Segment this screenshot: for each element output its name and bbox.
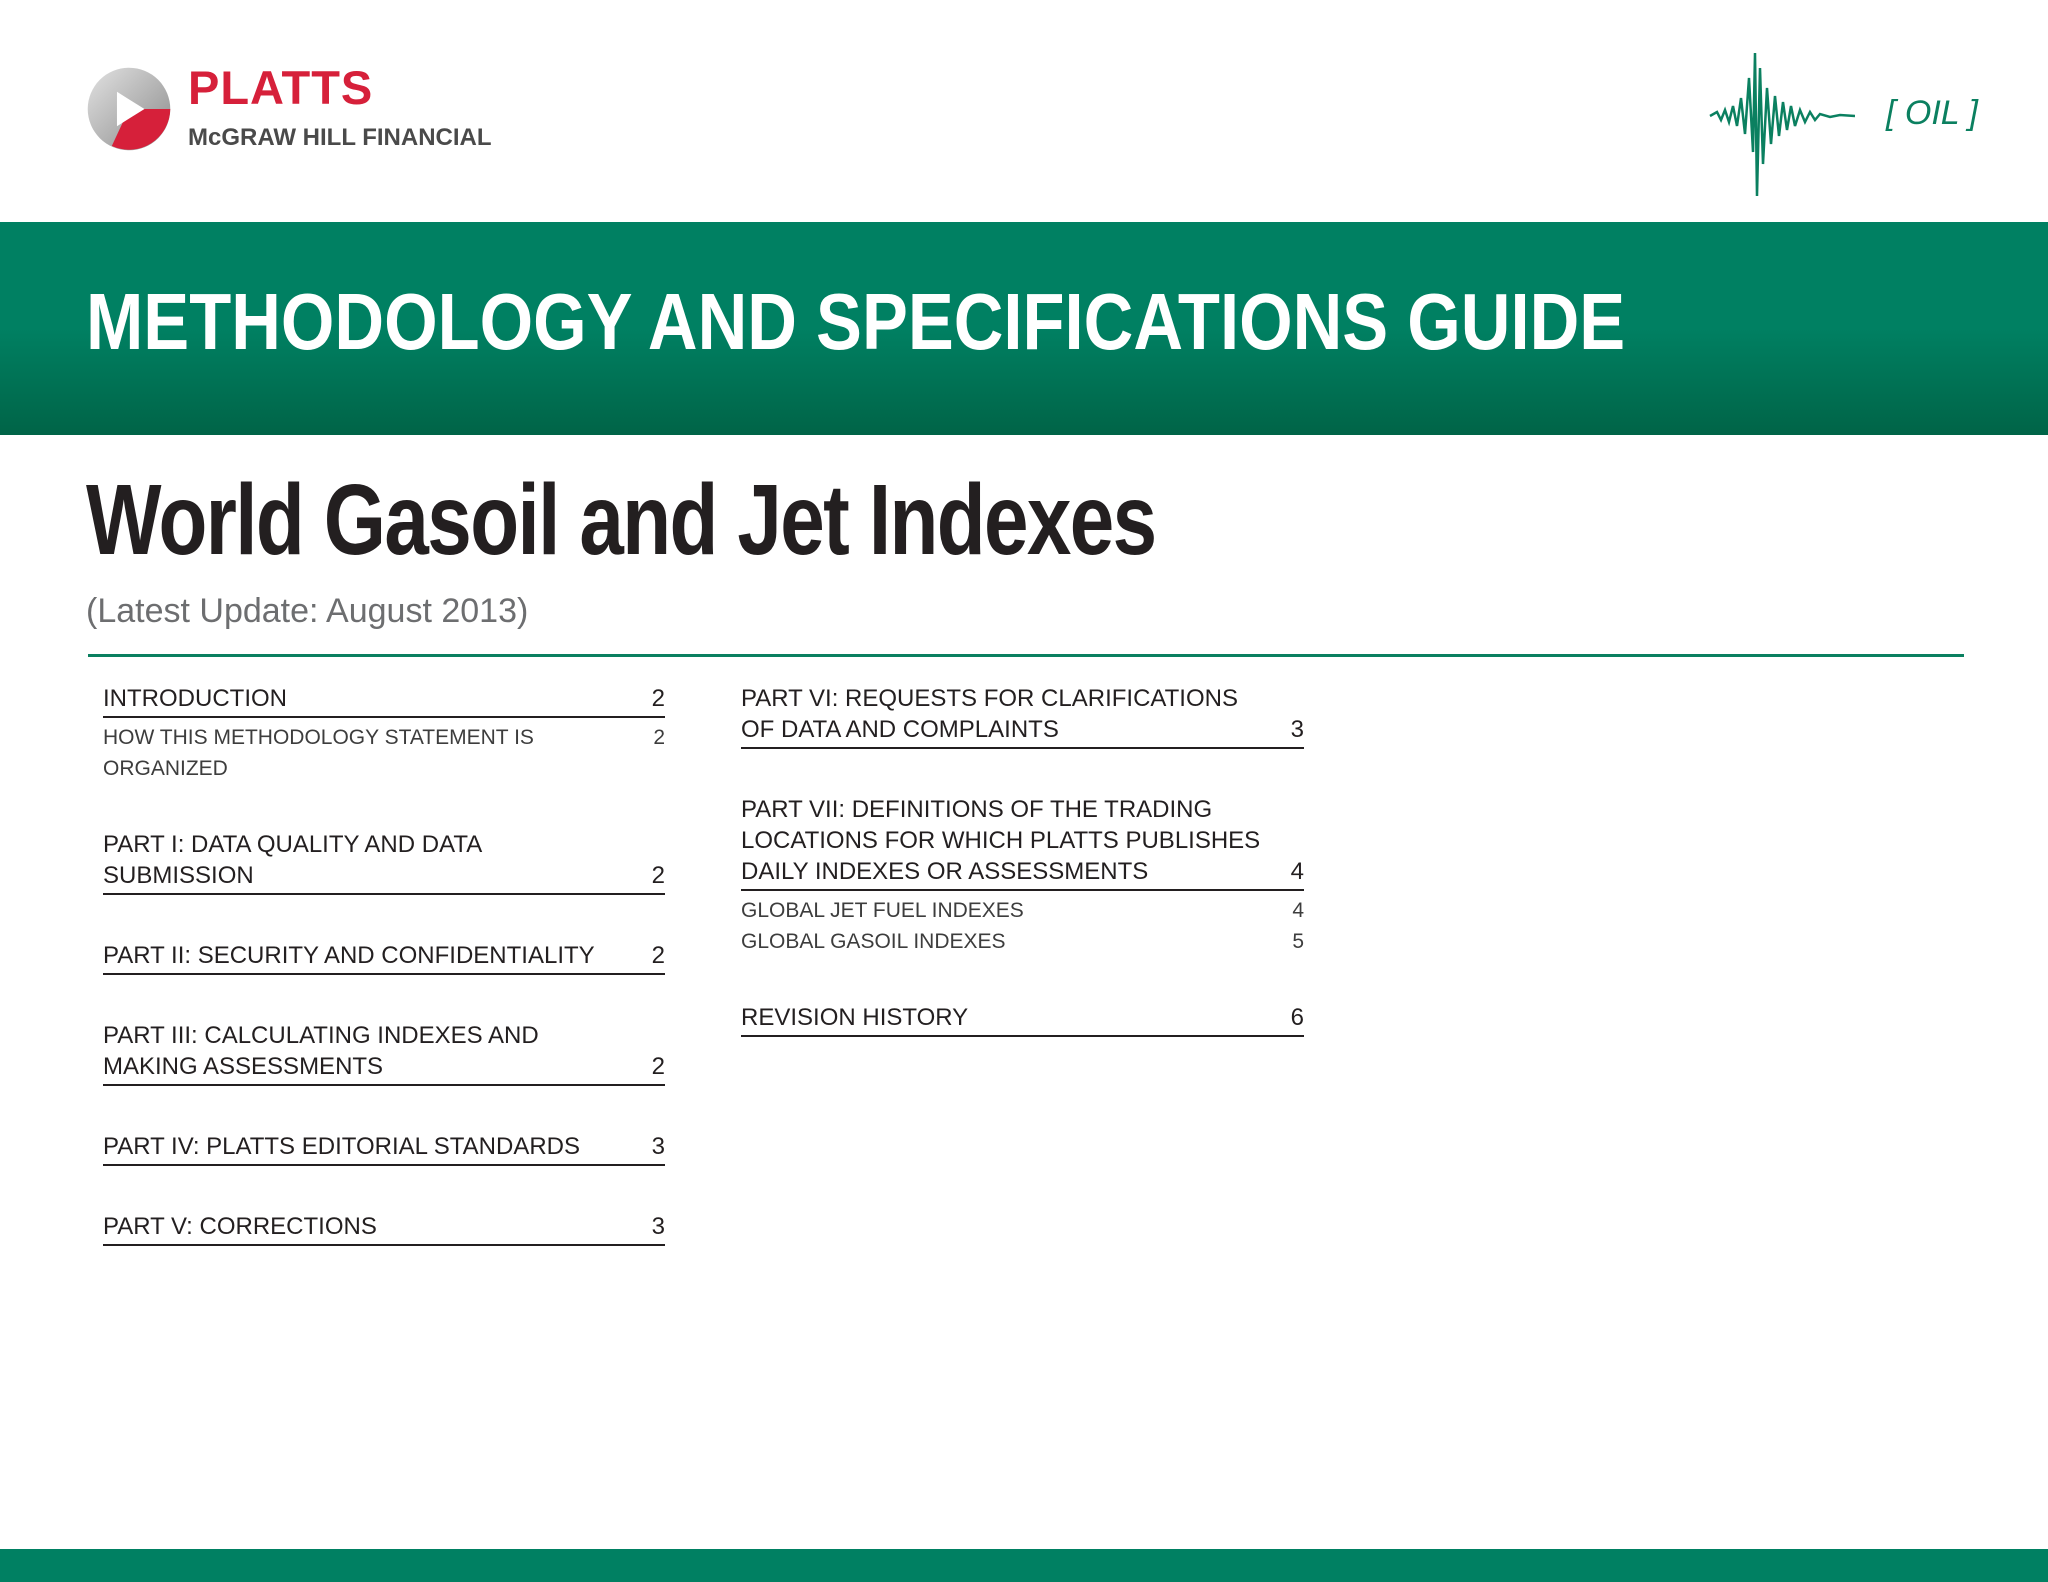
toc-entry-part-vii[interactable]: [741, 794, 1304, 891]
toc-entry-part-iv[interactable]: [103, 1131, 665, 1166]
toc-entry-introduction[interactable]: [103, 683, 665, 718]
toc-subentry-page: 4: [1292, 899, 1304, 922]
title-divider: [88, 654, 1964, 657]
toc-column-left: [103, 683, 665, 1291]
toc-entry-part-v[interactable]: [103, 1211, 665, 1246]
toc-entry-label: PART III: CALCULATING INDEXES AND MAKING ASSESSMENTS: [103, 1022, 539, 1080]
toc-entry-part-ii[interactable]: [103, 940, 665, 975]
toc-entry-label: PART I: DATA QUALITY AND DATA SUBMISSION: [103, 831, 481, 889]
toc-entry-page: 3: [651, 1133, 665, 1160]
platts-logo-icon: [86, 66, 172, 152]
seismograph-line-icon: [905, 48, 1855, 200]
toc-entry-label: PART V: CORRECTIONS: [103, 1213, 377, 1240]
toc-entry-page: 4: [1290, 858, 1304, 885]
toc-subentry-label: HOW THIS METHODOLOGY STATEMENT IS ORGANIZED: [103, 726, 534, 780]
toc-subentry-label: GLOBAL JET FUEL INDEXES: [741, 899, 1024, 922]
toc-entry-label: REVISION HISTORY: [741, 1004, 969, 1031]
brand-name: PLATTS: [188, 61, 374, 114]
toc-column-right: [741, 683, 1304, 1082]
toc-entry-page: 3: [1290, 716, 1304, 743]
toc-entry-part-i[interactable]: [103, 829, 665, 895]
category-tag: [ OIL ]: [1886, 94, 1978, 132]
toc-entry-part-iii[interactable]: [103, 1020, 665, 1086]
toc-entry-page: 2: [651, 685, 665, 712]
toc-entry-label: INTRODUCTION: [103, 685, 287, 712]
toc-entry-page: 2: [651, 942, 665, 969]
toc-entry-page: 2: [651, 862, 665, 889]
toc-entry-page: 6: [1290, 1004, 1304, 1031]
toc-subentry-label: GLOBAL GASOIL INDEXES: [741, 930, 1006, 953]
footer-band: [0, 1549, 2048, 1582]
toc-entry-revision-history[interactable]: [741, 1002, 1304, 1037]
toc-subentry-methodology-organized[interactable]: [103, 722, 665, 784]
toc-entry-page: 2: [651, 1053, 665, 1080]
toc-subentry-page: 2: [653, 726, 665, 749]
toc-entry-label: PART VI: REQUESTS FOR CLARIFICATIONS OF DATA AND COMPLAINTS: [741, 685, 1238, 743]
toc-subentry-page: 5: [1292, 930, 1304, 953]
toc-entry-page: 3: [651, 1213, 665, 1240]
toc-entry-label: PART II: SECURITY AND CONFIDENTIALITY: [103, 942, 595, 969]
toc-entry-label: PART IV: PLATTS EDITORIAL STANDARDS: [103, 1133, 580, 1160]
toc-subentry-jet-fuel[interactable]: [741, 895, 1304, 926]
toc-subentry-gasoil[interactable]: [741, 926, 1304, 957]
toc-entry-part-vi[interactable]: [741, 683, 1304, 749]
document-update-date: (Latest Update: August 2013): [86, 592, 529, 630]
toc-entry-label: PART VII: DEFINITIONS OF THE TRADING LOCATIONS FOR WHICH PLATTS PUBLISHES DAILY INDEXES OR ASSESSMENTS: [741, 796, 1261, 885]
banner-title: METHODOLOGY AND SPECIFICATIONS GUIDE: [86, 277, 1626, 366]
document-title: World Gasoil and Jet Indexes: [86, 464, 1156, 576]
brand-subtitle: McGRAW HILL FINANCIAL: [188, 124, 492, 151]
